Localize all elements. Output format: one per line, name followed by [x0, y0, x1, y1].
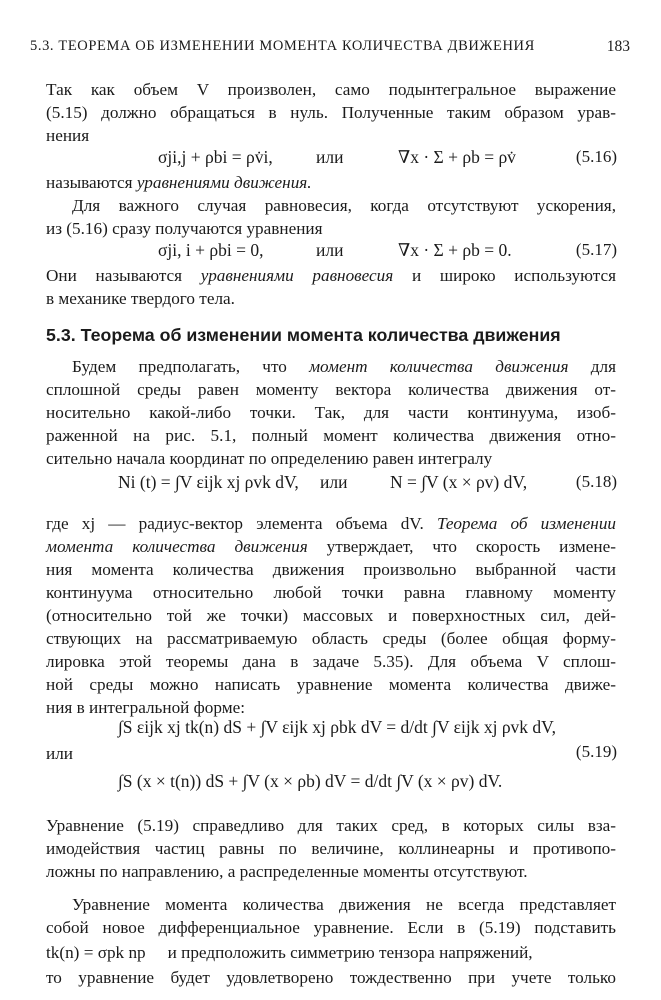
equilibrium-term: уравнениями равновесия	[200, 266, 394, 285]
eq-5-19-line1: ∫S εijk xj tk(n) dS + ∫V εijk xj ρbk dV = d/dt ∫V εijk xj ρvk dV,	[118, 717, 556, 737]
para7-line4: то уравнение будет удовлетворено тождественно при учете только	[46, 968, 616, 987]
para5-text-a: где xj — радиус-вектор элемента объема dV.	[46, 514, 437, 533]
motion-term: уравнениями движения.	[136, 173, 312, 192]
para5-line7: лировка этой теоремы дана в задаче 5.35). Для объема V сплош-	[46, 652, 616, 671]
page-number: 183	[606, 38, 630, 55]
traction-formula: tk(n) = σpk np	[46, 943, 146, 962]
running-header	[30, 38, 630, 60]
eq-5-18-right: N = ∫V (x × ρv) dV,	[390, 472, 528, 492]
eq-5-18-left: Ni (t) = ∫V εijk xj ρvk dV,	[118, 472, 299, 492]
para7-line3	[46, 941, 616, 964]
eq-5-17-right: ∇x · Σ + ρb = 0.	[398, 240, 512, 260]
para7-line1: Уравнение момента количества движения не всегда представляет	[72, 895, 616, 914]
eq-5-16-number: (5.16)	[575, 147, 617, 166]
eq-5-18-number: (5.18)	[575, 472, 617, 491]
eq-5-19-number: (5.19)	[575, 742, 617, 761]
theorem-term-b: момента количества движения	[46, 537, 308, 556]
para3-text-b: и широко используются	[393, 266, 616, 285]
eq-5-19-or: или	[46, 744, 73, 763]
para1-line1: Так как объем V произволен, само подынтегральное выражение	[46, 80, 616, 99]
para5-line8: ной среды можно написать уравнение момента количества движе-	[46, 675, 616, 694]
section-heading: 5.3. Теорема об изменении момента количества движения	[46, 325, 561, 345]
para4-text-a: Будем предполагать, что	[72, 357, 310, 376]
para4-line1	[72, 355, 616, 378]
eq-5-16-or: или	[316, 147, 344, 167]
eq-5-16-right: ∇x · Σ + ρb = ρv̇	[398, 147, 516, 167]
para5-line4: континуума относительно любой точки равна главному моменту	[46, 583, 616, 602]
eq-5-17-number: (5.17)	[575, 240, 617, 259]
para5-text-b: утверждает, что скорость измене-	[307, 537, 616, 556]
angular-momentum-term: момент количества движения	[309, 357, 569, 376]
para6-line2: имодействия частиц равны по величине, коллинеарны и противопо-	[46, 839, 616, 858]
para5-line6: ствующих на рассматриваемую область среды (более общая форму-	[46, 629, 616, 648]
para2-line1: Для важного случая равновесия, когда отсутствуют ускорения,	[72, 196, 616, 215]
para5-line3: ния момента количества движения произвольно выбранной части	[46, 560, 616, 579]
theorem-term-a: Теорема об изменении	[437, 514, 617, 533]
eq-5-18-or: или	[320, 472, 348, 492]
para4-line4: раженной на рис. 5.1, полный момент количества движения отно-	[46, 426, 616, 445]
para3-line2: в механике твердого тела.	[46, 289, 235, 308]
para4-line5: сительно начала координат по определению равен интегралу	[46, 449, 493, 468]
para3-line1	[46, 264, 616, 287]
para4-line3: носительно какой-либо точки. Так, для части континуума, изоб-	[46, 403, 616, 422]
para4-line2: сплошной среды равен моменту вектора количества движения от-	[46, 380, 616, 399]
para7-line3-text: и предположить симметрию тензора напряжений,	[167, 943, 533, 962]
para5-line1	[46, 512, 616, 535]
eq-5-19-line2: ∫S (x × t(n)) dS + ∫V (x × ρb) dV = d/dt ∫V (x × ρv) dV.	[118, 771, 503, 791]
para5-line5: (относительно той же точки) массовых и поверхностных сил, дей-	[46, 606, 616, 625]
para6-line1: Уравнение (5.19) справедливо для таких сред, в которых силы вза-	[46, 816, 616, 835]
eq-5-17-left: σji, i + ρbi = 0,	[158, 240, 264, 260]
para5-line2	[46, 535, 616, 558]
para2-line2: из (5.16) сразу получаются уравнения	[46, 219, 323, 238]
para5-line9: ния в интегральной форме:	[46, 698, 246, 717]
eq-5-17-or: или	[316, 240, 344, 260]
para1-line2: (5.15) должно обращаться в нуль. Полученные таким образом урав-	[46, 103, 616, 122]
motion-line	[46, 171, 616, 194]
motion-text: называются	[46, 173, 137, 192]
para4-text-b: для	[568, 357, 616, 376]
para6-line3: ложны по направлению, а распределенные моменты отсутствуют.	[46, 862, 528, 881]
running-title: 5.3. ТЕОРЕМА ОБ ИЗМЕНЕНИИ МОМЕНТА КОЛИЧЕСТВА ДВИЖЕНИЯ	[30, 38, 535, 54]
eq-5-16-left: σji,j + ρbi = ρv̇i,	[158, 147, 273, 167]
para3-text-a: Они называются	[46, 266, 201, 285]
para7-line2: собой новое дифференциальное уравнение. Если в (5.19) подставить	[46, 918, 616, 937]
para1-line3: нения	[46, 126, 90, 145]
